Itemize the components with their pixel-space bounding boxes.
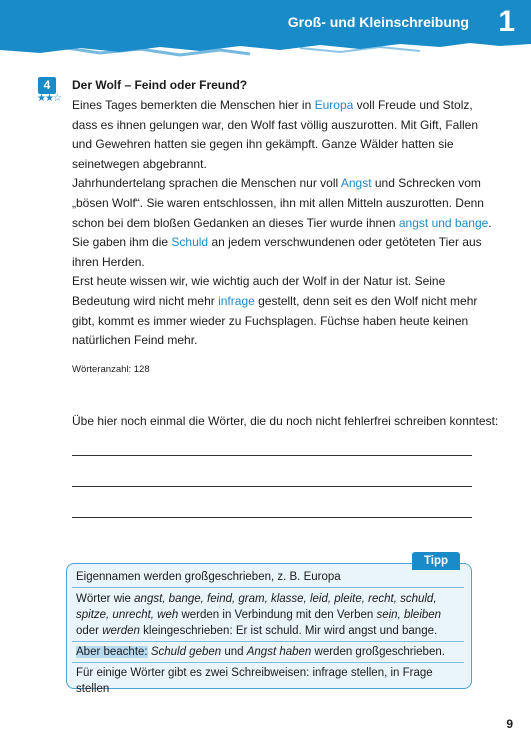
story-text	[72, 96, 492, 351]
exercise-title: Der Wolf – Feind oder Freund?	[72, 78, 248, 92]
tip-divider	[72, 641, 464, 642]
writing-line-3[interactable]	[72, 517, 472, 518]
story-paragraph-3: Erst heute wissen wir, wie wichtig auch der Wolf in der Natur ist. Seine Bedeutung wird nicht mehr infrage gestellt, denn seit es den Wolf nicht mehr gibt, kommt es immer wieder zu Fuchsplagen. Füchse haben heute keinen natürlichen Feind mehr.	[72, 274, 478, 348]
story-paragraph-1: Eines Tages bemerkten die Menschen hier in Europa voll Freude und Stolz, dass es ihnen gelungen war, den Wolf fast völlig auszurotten. Mit Gift, Fallen und Gewehren hatten sie gegen ihn gekämpft. Ganze Wälder hatten sie seinetwegen abgebrannt.	[72, 98, 478, 171]
brush-stroke-banner	[0, 0, 531, 62]
story-paragraph-2: Jahrhundertelang sprachen die Menschen nur voll Angst und Schrecken vom „bösen Wolf“. Sie waren entschlossen, ihn mit allen Mitteln auszurotten. Denn schon bei dem bloßen Gedanken an dieses Tier wurde ihnen angst und bange. Sie gaben ihm die Schuld an jedem verschwundenen oder getöteten Tier aus ihren Herden.	[72, 176, 492, 269]
tip-label: Tipp	[412, 552, 460, 570]
aber-beachte-highlight: Aber beachte:	[76, 646, 148, 658]
writing-line-1[interactable]	[72, 455, 472, 456]
tip-row-4: Für einige Wörter gibt es zwei Schreibweisen: infrage stellen, in Frage stellen	[76, 667, 433, 695]
tip-row-1: Eigennamen werden großgeschrieben, z. B. Europa	[76, 571, 341, 583]
chapter-number: 1	[498, 5, 515, 38]
highlight-word: Europa	[314, 98, 354, 112]
difficulty-stars-icon: ★★☆	[37, 93, 61, 104]
tip-row-3: Aber beachte: Schuld geben und Angst haben werden großgeschrieben.	[76, 646, 445, 658]
word-count: Wörteranzahl: 128	[72, 364, 150, 375]
highlight-word: Angst	[340, 176, 372, 191]
practice-prompt: Übe hier noch einmal die Wörter, die du noch nicht fehlerfrei schreiben konntest:	[72, 414, 499, 428]
exercise-number-badge: 4	[38, 77, 56, 94]
tip-divider	[72, 587, 464, 588]
header-banner	[0, 0, 531, 62]
writing-line-2[interactable]	[72, 486, 472, 487]
highlight-word: Schuld	[171, 235, 209, 250]
tip-row-2: Wörter wie angst, bange, feind, gram, klasse, leid, pleite, recht, schuld, spitze, unrecht, weh werden in Verbindung mit den Verben sein, bleiben oder werden kleingeschrieben: Er ist schuld. Mir wird angst und bange.	[76, 593, 442, 637]
page-number: 9	[506, 717, 513, 731]
chapter-title: Groß- und Kleinschreibung	[287, 14, 469, 30]
highlight-word: angst und bange	[398, 215, 489, 230]
tip-divider	[72, 662, 464, 663]
highlight-word: infrage	[218, 293, 255, 308]
